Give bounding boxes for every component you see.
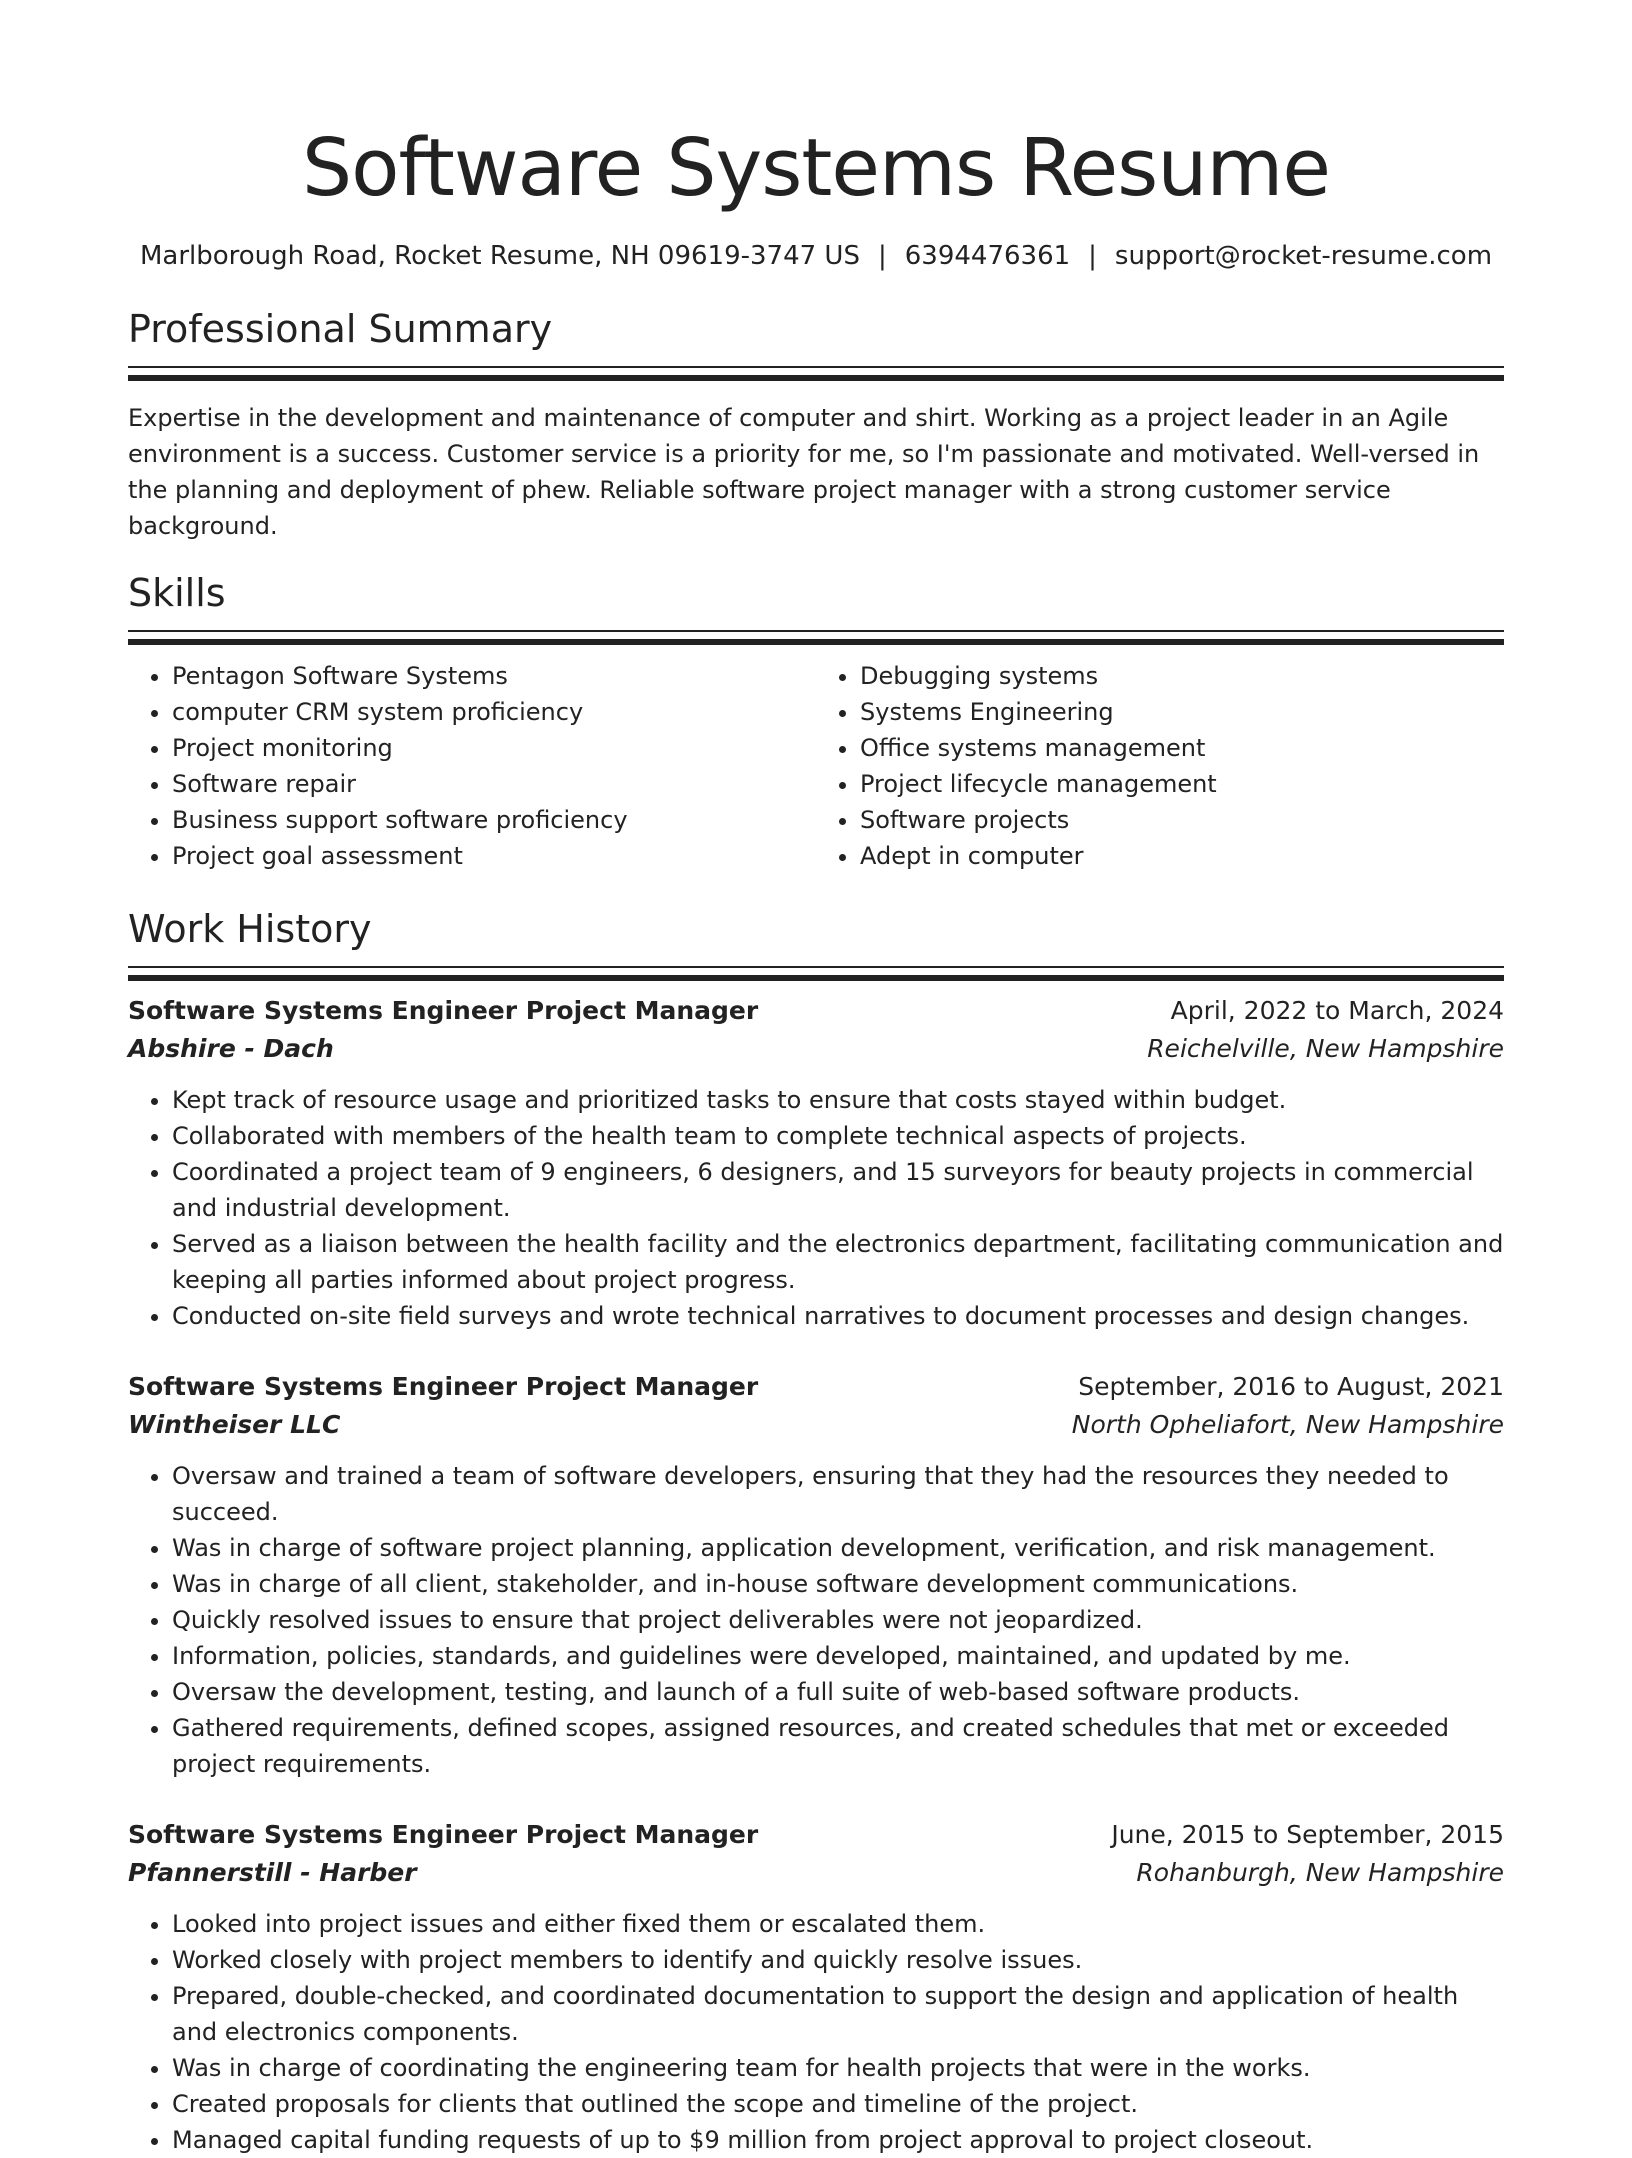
contact-line: [128, 238, 1504, 274]
job-header-row: [128, 1368, 1504, 1406]
job-bullet: • Created proposals for clients that outlined the scope and timeline of the project.: [172, 2086, 1504, 2122]
job-bullet: • Gathered requirements, defined scopes, assigned resources, and created schedules that met or exceeded project requirements.: [172, 1710, 1504, 1782]
contact-email[interactable]: support@rocket-resume.com: [1114, 241, 1493, 271]
job-company: Pfannerstill - Harber: [128, 1858, 417, 1887]
job-header-row: [128, 992, 1504, 1030]
job-bullet: • Coordinated a project team of 9 engineers, 6 designers, and 15 surveyors for beauty projects in commercial and industrial development.: [172, 1154, 1504, 1226]
job-company-row: [128, 1406, 1504, 1444]
skill-item: • Project monitoring: [172, 730, 816, 766]
job-bullet: • Looked into project issues and either fixed them or escalated them.: [172, 1906, 1504, 1942]
job-bullet: • Quickly resolved issues to ensure that project deliverables were not jeopardized.: [172, 1602, 1504, 1638]
section-title-skills: Skills: [128, 571, 226, 615]
skill-item: • Project lifecycle management: [860, 766, 1504, 802]
contact-separator: |: [1088, 241, 1097, 271]
job-bullet: • Conducted on-site field surveys and wrote technical narratives to document processes and design changes.: [172, 1298, 1504, 1334]
section-title-summary: Professional Summary: [128, 307, 553, 351]
job-location: Rohanburgh, New Hampshire: [1136, 1858, 1504, 1887]
job-company-row: [128, 1854, 1504, 1892]
section-divider: [128, 630, 1504, 638]
job-dates: September, 2016 to August, 2021: [1078, 1372, 1504, 1401]
resume-title: Software Systems Resume: [302, 122, 1330, 214]
skill-item: • Debugging systems: [860, 658, 1504, 694]
skills-list-right: [816, 658, 1504, 874]
job-bullet: • Served as a liaison between the health facility and the electronics department, facilitating communication and keeping all parties informed about project progress.: [172, 1226, 1504, 1298]
job-bullet: • Oversaw the development, testing, and launch of a full suite of web-based software products.: [172, 1674, 1504, 1710]
job-bullets: [128, 1458, 1504, 1782]
job-bullet: • Kept track of resource usage and prioritized tasks to ensure that costs stayed within budget.: [172, 1082, 1504, 1118]
job-bullet: • Was in charge of coordinating the engineering team for health projects that were in the works.: [172, 2050, 1504, 2086]
skill-item: • Pentagon Software Systems: [172, 658, 816, 694]
job-entry: [128, 1816, 1504, 2158]
job-dates: June, 2015 to September, 2015: [1111, 1820, 1504, 1849]
skill-item: • Office systems management: [860, 730, 1504, 766]
job-dates: April, 2022 to March, 2024: [1170, 996, 1504, 1025]
job-title: Software Systems Engineer Project Manager: [128, 1372, 759, 1401]
resume-page: [128, 118, 1504, 2158]
skills-columns: [128, 658, 1504, 874]
skill-item: • Business support software proficiency: [172, 802, 816, 838]
contact-phone: 6394476361: [904, 241, 1071, 271]
job-bullet: • Was in charge of all client, stakeholder, and in-house software development communications.: [172, 1566, 1504, 1602]
summary-text: Expertise in the development and maintenance of computer and shirt. Working as a project leader in an Agile environment is a success. Customer service is a priority for me, so I'm passionate and motivated. Well-versed in the planning and deployment of phew. Reliable software project manager with a strong customer service background.: [128, 404, 1480, 540]
skill-item: • Software repair: [172, 766, 816, 802]
section-divider: [128, 366, 1504, 374]
job-header-row: [128, 1816, 1504, 1854]
job-entry: [128, 992, 1504, 1334]
job-bullet: • Prepared, double-checked, and coordinated documentation to support the design and application of health and electronics components.: [172, 1978, 1504, 2050]
job-bullet: • Collaborated with members of the health team to complete technical aspects of projects.: [172, 1118, 1504, 1154]
job-title: Software Systems Engineer Project Manager: [128, 1820, 759, 1849]
skill-item: • Project goal assessment: [172, 838, 816, 874]
contact-address: Marlborough Road, Rocket Resume, NH 09619-3747 US: [139, 241, 860, 271]
skill-item: • Systems Engineering: [860, 694, 1504, 730]
job-bullets: [128, 1082, 1504, 1334]
job-location: Reichelville, New Hampshire: [1147, 1034, 1504, 1063]
contact-separator: |: [877, 241, 887, 271]
section-title-work: Work History: [128, 907, 372, 951]
job-company: Wintheiser LLC: [128, 1410, 341, 1439]
job-title: Software Systems Engineer Project Manager: [128, 996, 759, 1025]
job-bullet: • Was in charge of software project planning, application development, verification, and risk management.: [172, 1530, 1504, 1566]
skill-item: • computer CRM system proficiency: [172, 694, 816, 730]
skill-item: • Software projects: [860, 802, 1504, 838]
skill-item: • Adept in computer: [860, 838, 1504, 874]
job-company: Abshire - Dach: [128, 1034, 334, 1063]
job-bullet: • Worked closely with project members to identify and quickly resolve issues.: [172, 1942, 1504, 1978]
job-bullet: • Oversaw and trained a team of software developers, ensuring that they had the resources they needed to succeed.: [172, 1458, 1504, 1530]
work-section: [128, 904, 1504, 2158]
section-divider: [128, 966, 1504, 974]
skills-list-left: [128, 658, 816, 874]
summary-section: [128, 304, 1504, 544]
skills-section: [128, 568, 1504, 874]
job-entry: [128, 1368, 1504, 1782]
job-company-row: [128, 1030, 1504, 1068]
job-location: North Opheliafort, New Hampshire: [1071, 1410, 1504, 1439]
job-bullet: • Information, policies, standards, and guidelines were developed, maintained, and updated by me.: [172, 1638, 1504, 1674]
job-bullets: [128, 1906, 1504, 2158]
job-bullet: • Managed capital funding requests of up to $9 million from project approval to project closeout.: [172, 2122, 1504, 2158]
